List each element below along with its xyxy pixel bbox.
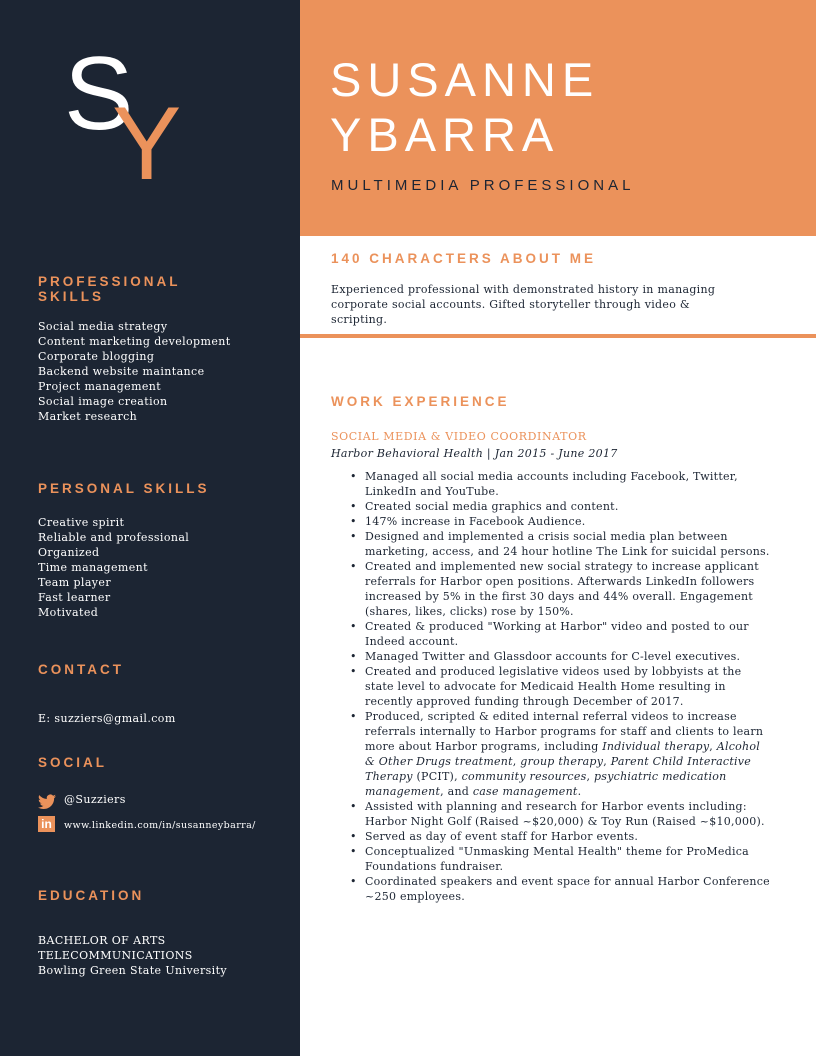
bullet-segment: psychiatric medication management bbox=[365, 770, 727, 798]
bullet-item: • Served as day of event staff for Harbor events. bbox=[331, 829, 771, 844]
logo-initial-y: Y bbox=[112, 86, 182, 202]
skill-item: Corporate blogging bbox=[38, 350, 155, 363]
last-name: YBARRA bbox=[330, 108, 560, 161]
professional-skills-list bbox=[38, 319, 231, 424]
bullet-item: • Created social media graphics and content. bbox=[331, 499, 771, 514]
bullet-segment: Produced, scripted & edited internal referral videos to increase referrals internally to Harbor programs for staff and clients to learn more about Harbor programs, including bbox=[365, 710, 764, 753]
bullet-item: • Managed Twitter and Glassdoor accounts for C-level executives. bbox=[331, 649, 771, 664]
about-text: Experienced professional with demonstrated history in managing corporate social accounts. Gifted storyteller through video & scripting. bbox=[331, 283, 716, 326]
bullet-item: • Created and implemented new social strategy to increase applicant referrals for Harbor open positions. Afterwards LinkedIn followers increased by 5% in the first 30 days and 44% overall. Engagement (shares, likes, clicks) rose by 150%. bbox=[331, 559, 771, 619]
skill-item: Market research bbox=[38, 410, 138, 423]
bullet-item: • 147% increase in Facebook Audience. bbox=[331, 514, 771, 529]
bullet-item: • Conceptualized "Unmasking Mental Health" theme for ProMedica Foundations fundraiser. bbox=[331, 844, 771, 874]
bullet-segment: Alcohol & Other Drugs treatment bbox=[365, 740, 761, 768]
skill-item: Reliable and professional bbox=[38, 531, 190, 544]
personal-skills-list bbox=[38, 515, 189, 620]
first-name: SUSANNE bbox=[330, 53, 600, 106]
education-school: Bowling Green State University bbox=[38, 964, 228, 977]
skill-item: Backend website maintance bbox=[38, 365, 205, 378]
skill-item: Motivated bbox=[38, 606, 99, 619]
skill-item: Team player bbox=[38, 576, 111, 589]
bullet-segment: , bbox=[586, 770, 595, 783]
bullet-segment: group therapy bbox=[520, 755, 604, 768]
education-major: TELECOMMUNICATIONS bbox=[38, 949, 193, 962]
bullet-item: • Created & produced "Working at Harbor" video and posted to our Indeed account. bbox=[331, 619, 771, 649]
skill-item: Fast learner bbox=[38, 591, 111, 604]
bullet-segment: (PCIT), bbox=[412, 770, 462, 783]
bullet-segment: community resources bbox=[461, 770, 587, 783]
bullet-item: • Managed all social media accounts including Facebook, Twitter, LinkedIn and YouTube. bbox=[331, 469, 771, 499]
bullet-segment: , bbox=[512, 755, 521, 768]
bullet-segment: Individual therapy bbox=[602, 740, 710, 753]
linkedin-icon[interactable]: in bbox=[38, 816, 55, 832]
company-dates: Harbor Behavioral Health | Jan 2015 - June 2017 bbox=[331, 447, 618, 460]
professional-skills-heading: PROFESSIONAL SKILLS bbox=[38, 274, 181, 304]
bullet-segment: Parent Child Interactive Therapy bbox=[365, 755, 751, 783]
education-heading: EDUCATION bbox=[38, 888, 145, 903]
bullet-segment: , and bbox=[440, 785, 473, 798]
work-bullets bbox=[331, 469, 771, 904]
skill-item: Organized bbox=[38, 546, 100, 559]
contact-email[interactable]: E: suzziers@gmail.com bbox=[38, 712, 176, 725]
skill-item: Project management bbox=[38, 380, 162, 393]
linkedin-url[interactable]: www.linkedin.com/in/susanneybarra/ bbox=[64, 820, 256, 831]
personal-skills-heading: PERSONAL SKILLS bbox=[38, 481, 210, 496]
skill-item: Creative spirit bbox=[38, 516, 125, 529]
bullet-item: • Coordinated speakers and event space for annual Harbor Conference ~250 employees. bbox=[331, 874, 771, 904]
work-heading: WORK EXPERIENCE bbox=[331, 394, 510, 409]
position-title: SOCIAL MEDIA & VIDEO COORDINATOR bbox=[331, 430, 587, 443]
logo-initial-s: S bbox=[64, 36, 134, 152]
twitter-icon[interactable] bbox=[38, 794, 56, 810]
social-heading: SOCIAL bbox=[38, 755, 108, 770]
skill-item: Social image creation bbox=[38, 395, 168, 408]
divider bbox=[300, 334, 816, 338]
skill-item: Social media strategy bbox=[38, 320, 168, 333]
twitter-handle[interactable]: @Suzziers bbox=[64, 793, 126, 806]
bullet-item: • Designed and implemented a crisis social media plan between marketing, access, and 24 hour hotline The Link for suicidal persons. bbox=[331, 529, 771, 559]
about-heading: 140 CHARACTERS ABOUT ME bbox=[331, 251, 597, 266]
education-degree: BACHELOR OF ARTS bbox=[38, 934, 166, 947]
skill-item: Time management bbox=[38, 561, 148, 574]
bullet-item: • Assisted with planning and research for Harbor events including: Harbor Night Golf (Raised ~$20,000) & Toy Run (Raised ~$10,000). bbox=[331, 799, 771, 829]
bullet-segment: case management bbox=[472, 785, 578, 798]
bullet-segment: , bbox=[709, 740, 717, 753]
bullet-item bbox=[331, 709, 771, 799]
skill-item: Content marketing development bbox=[38, 335, 231, 348]
sidebar bbox=[0, 0, 300, 1056]
job-title-header: MULTIMEDIA PROFESSIONAL bbox=[331, 177, 635, 194]
bullet-item: • Created and produced legislative videos used by lobbyists at the state level to advocate for Medicaid Health Home resulting in recently approved funding through December of 2017. bbox=[331, 664, 771, 709]
contact-heading: CONTACT bbox=[38, 662, 124, 677]
education-details bbox=[38, 933, 227, 978]
bullet-segment: . bbox=[577, 785, 582, 798]
bullet-segment: , bbox=[603, 755, 611, 768]
